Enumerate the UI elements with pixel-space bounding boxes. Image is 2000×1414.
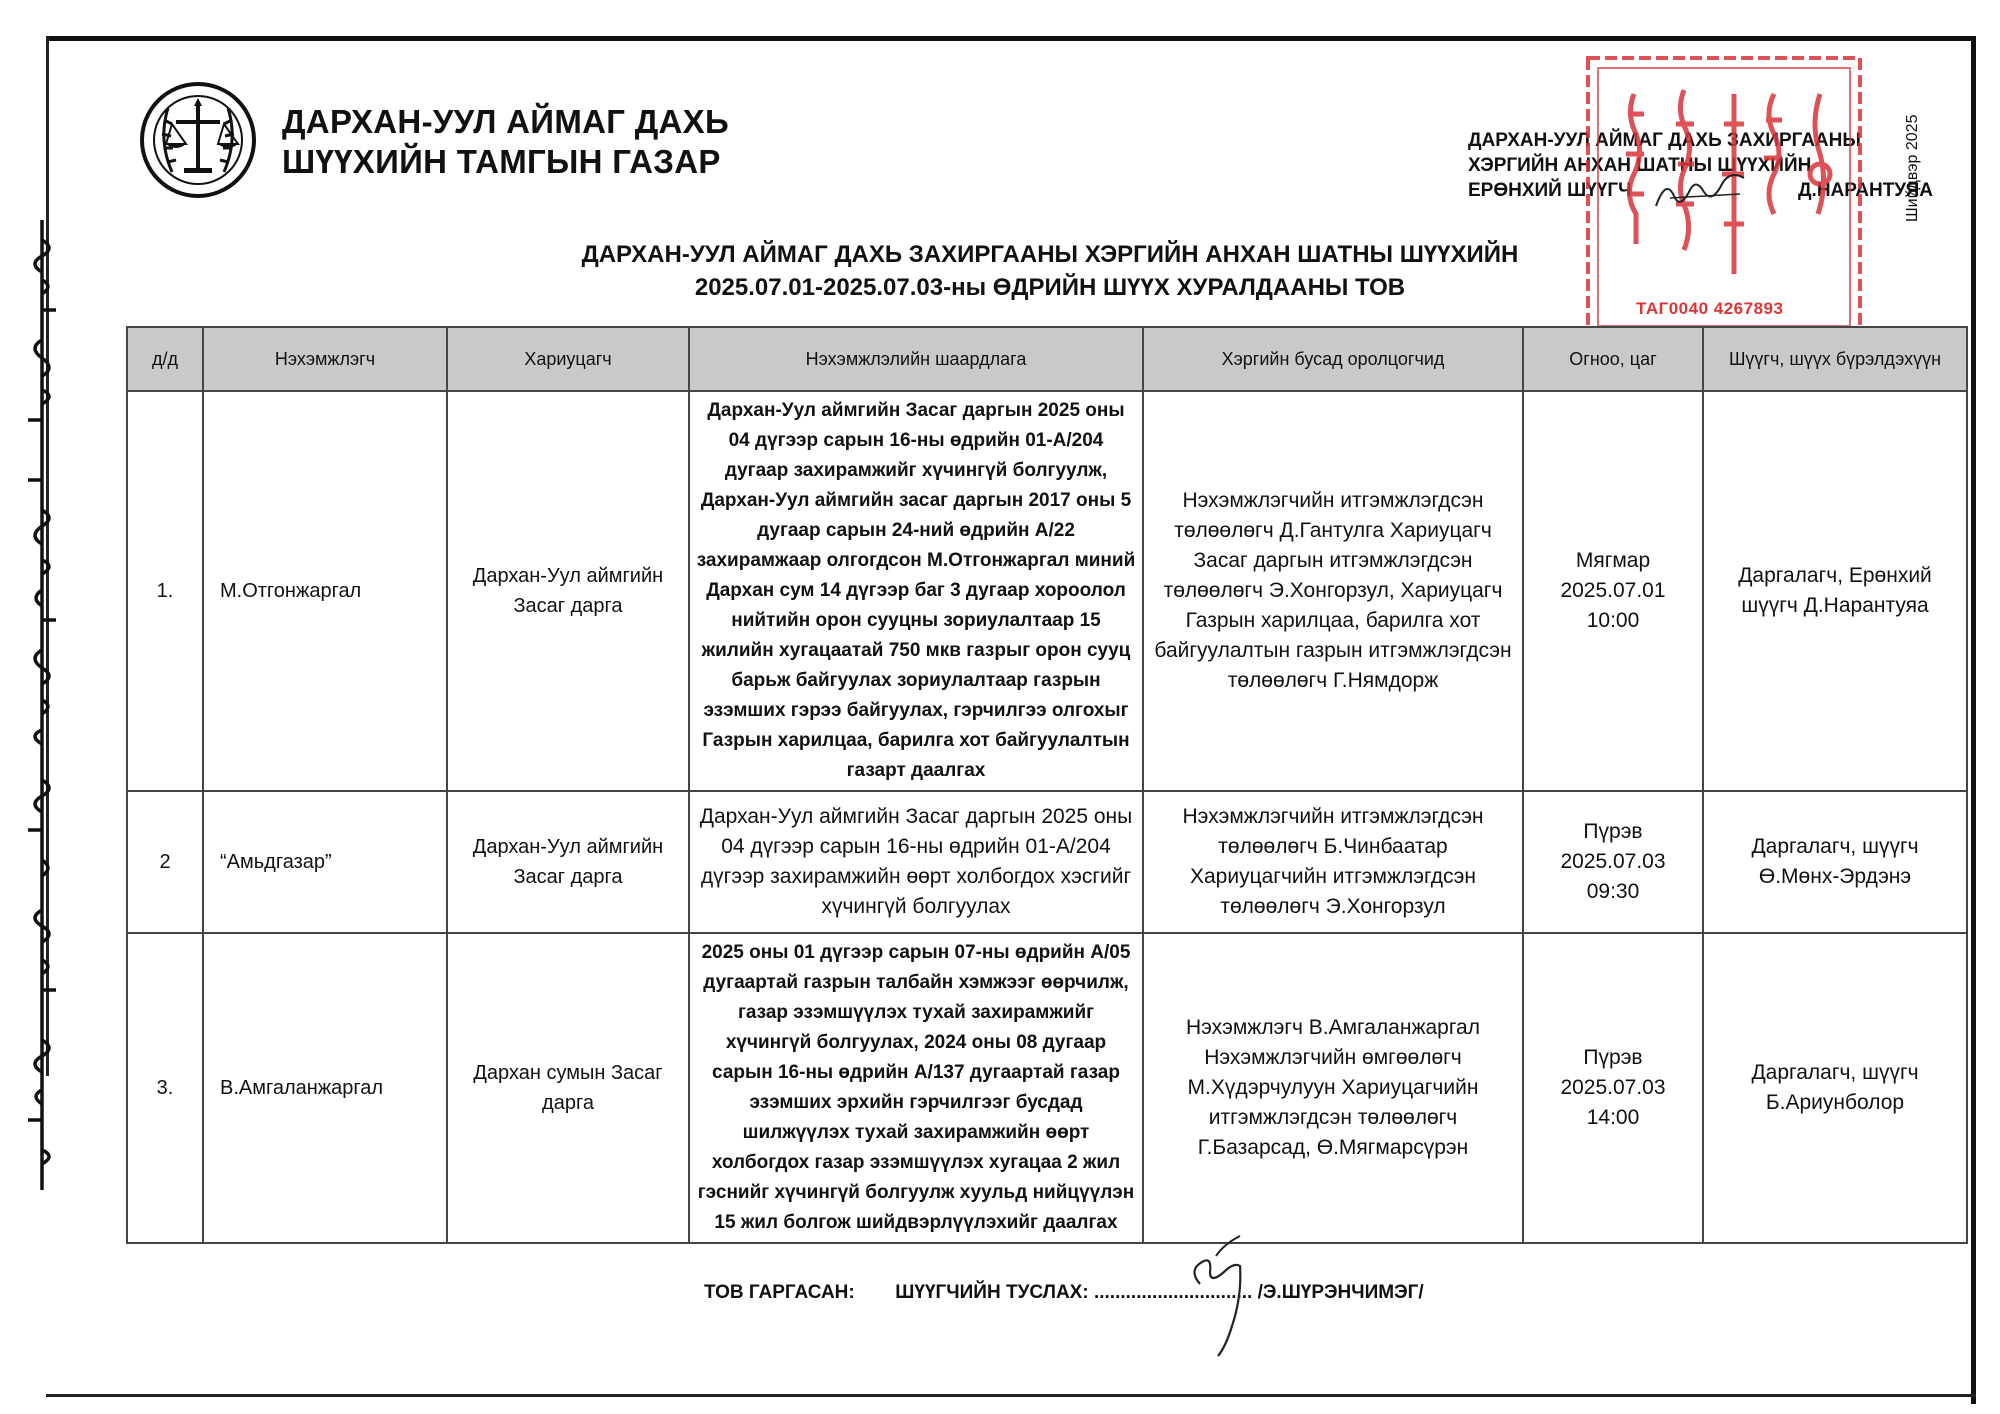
row-defendant: Дархан сумын Засаг дарга — [447, 933, 689, 1243]
row-number: 2 — [127, 791, 203, 933]
row-claim: Дархан-Уул аймгийн Засаг даргын 2025 оны 04 дүгээр сарын 16-ны өдрийн 01-А/204 дугаар захирамжийг хүчингүй болгуулж, Дархан-Уул аймгийн засаг даргын 2017 оны 5 дугаар сарын 24-ний өдрийн А/22 захирамжаар олгогдсон М.Отгонжаргал миний Дархан сум 14 дүгээр баг 3 дугаар хороолол нийтийн орон сууцны зориулалтаар 15 жилийн хугацаатай 750 мкв газрыг орон сууц барьж байгуулах зориулалтаар газрын эзэмших гэрээ байгуулах, гэрчилгээ олгохыг Газрын харилцаа, барилга хот байгуулалтын газарт даалгах — [689, 391, 1143, 791]
row-date-time — [1523, 791, 1703, 933]
row-day: Пүрэв — [1583, 1046, 1643, 1069]
header-judge: Шүүгч, шүүх бүрэлдэхүүн — [1703, 327, 1967, 391]
court-name-line1: ДАРХАН-УУЛ АЙМАГ ДАХЬ — [282, 103, 729, 140]
table-row — [127, 791, 1967, 933]
row-day: Пүрэв — [1583, 820, 1643, 843]
row-day: Мягмар — [1575, 549, 1651, 572]
side-note: Шийдвэр 2025 — [1904, 114, 1921, 222]
row-participants: Нэхэмжлэгчийн итгэмжлэгдсэн төлөөлөгч Б.Чинбаатар Хариуцагчийн итгэмжлэгдсэн төлөөлөгч Э.Хонгорзул — [1143, 791, 1523, 933]
document-title — [520, 238, 1580, 304]
frame-bottom-line — [46, 1394, 1976, 1397]
table-header-row — [127, 327, 1967, 391]
row-judge: Даргалагч, Ерөнхий шүүгч Д.Нарантуяа — [1703, 391, 1967, 791]
row-participants: Нэхэмжлэгч В.Амгаланжаргал Нэхэмжлэгчийн өмгөөлөгч М.Хүдэрчулуун Хариуцагчийн итгэмжлэгдсэн төлөөлөгч Г.Базарсад, Ө.Мягмарсүрэн — [1143, 933, 1523, 1243]
row-number: 3. — [127, 933, 203, 1243]
row-date: 2025.07.03 — [1560, 850, 1666, 873]
header-number: д/д — [127, 327, 203, 391]
row-time: 09:30 — [1586, 880, 1640, 903]
row-plaintiff: “Амьдгазар” — [203, 791, 447, 933]
header-claim: Нэхэмжлэлийн шаардлага — [689, 327, 1143, 391]
footer-role: ШҮҮГЧИЙН ТУСЛАХ: — [895, 1282, 1089, 1303]
hearing-schedule-table — [126, 326, 1968, 1244]
row-plaintiff: В.Амгаланжаргал — [203, 933, 447, 1243]
assistant-signature — [1170, 1232, 1280, 1362]
row-claim: 2025 оны 01 дүгээр сарын 07-ны өдрийн А/05 дугаартай газрын талбайн хэмжээг өөрчилж, газар эзэмшүүлэх тухай захирамжийг хүчингүй болгуулах, 2024 оны 08 дугаар сарын 16-ны өдрийн А/137 дугаартай газар эзэмших эрхийн гэрчилгээг бусдад шилжүүлэх тухай захирамжийн өөрт холбогдох газар эзэмшүүлэх хугацаа 2 жил гэснийг хүчингүй болгуулж хуульд нийцүүлэн 15 жил болгож шийдвэрлүүлэхийг даалгах — [689, 933, 1143, 1243]
court-emblem-logo — [138, 80, 258, 200]
footer-label: ТОВ ГАРГАСАН: — [704, 1282, 855, 1303]
footer-dots: .............................. — [1093, 1282, 1253, 1303]
row-time: 14:00 — [1586, 1106, 1640, 1129]
row-defendant: Дархан-Уул аймгийн Засаг дарга — [447, 391, 689, 791]
approval-line2: ХЭРГИЙН АНХАН ШАТНЫ ШҮҮХИЙН — [1468, 155, 1812, 176]
row-date: 2025.07.03 — [1560, 1076, 1666, 1099]
row-judge: Даргалагч, шүүгч Б.Ариунболор — [1703, 933, 1967, 1243]
row-claim: Дархан-Уул аймгийн Засаг даргын 2025 оны 04 дүгээр сарын 16-ны өдрийн 01-А/204 дүгээр захирамжийн өөрт холбогдох хэсгийг хүчингүй болгуулах — [689, 791, 1143, 933]
footer-name: /Э.ШҮРЭНЧИМЭГ/ — [1257, 1282, 1424, 1303]
row-judge: Даргалагч, шүүгч Ө.Мөнх-Эрдэнэ — [1703, 791, 1967, 933]
row-defendant: Дархан-Уул аймгийн Засаг дарга — [447, 791, 689, 933]
stamp-number: ТАГ0040 4267893 — [1636, 299, 1784, 318]
header-date-time: Огноо, цаг — [1523, 327, 1703, 391]
footer-prepared-by — [704, 1282, 1424, 1304]
court-name — [282, 102, 729, 182]
row-plaintiff: М.Отгонжаргал — [203, 391, 447, 791]
mongolian-script-handwriting — [16, 220, 68, 1190]
row-date-time — [1523, 391, 1703, 791]
row-number: 1. — [127, 391, 203, 791]
header-defendant: Хариуцагч — [447, 327, 689, 391]
row-date-time — [1523, 933, 1703, 1243]
header-participants: Хэргийн бусад оролцогчид — [1143, 327, 1523, 391]
approval-line3: ЕРӨНХИЙ ШҮҮГЧ — [1468, 180, 1632, 201]
header-plaintiff: Нэхэмжлэгч — [203, 327, 447, 391]
approval-name: Д.НАРАНТУЯА — [1798, 180, 1934, 201]
court-name-line2: ШҮҮХИЙН ТАМГЫН ГАЗАР — [282, 143, 721, 180]
row-time: 10:00 — [1586, 609, 1640, 632]
row-participants: Нэхэмжлэгчийн итгэмжлэгдсэн төлөөлөгч Д.Гантулга Хариуцагч Засаг даргын итгэмжлэгдсэн төлөөлөгч Э.Хонгорзул, Хариуцагч Газрын харилцаа, барилга хот байгуулалтын газрын итгэмжлэгдсэн төлөөлөгч Г.Нямдорж — [1143, 391, 1523, 791]
approval-signature — [1650, 170, 1760, 220]
title-line2: 2025.07.01-2025.07.03-ны ӨДРИЙН ШҮҮХ ХУРАЛДААНЫ ТОВ — [694, 274, 1406, 301]
title-line1: ДАРХАН-УУЛ АЙМАГ ДАХЬ ЗАХИРГААНЫ ХЭРГИЙН АНХАН ШАТНЫ ШҮҮХИЙН — [581, 241, 1519, 268]
row-date: 2025.07.01 — [1560, 579, 1666, 602]
table-row — [127, 391, 1967, 791]
approval-line1: ДАРХАН-УУЛ АЙМАГ ДАХЬ ЗАХИРГААНЫ — [1468, 130, 1861, 151]
table-row — [127, 933, 1967, 1243]
